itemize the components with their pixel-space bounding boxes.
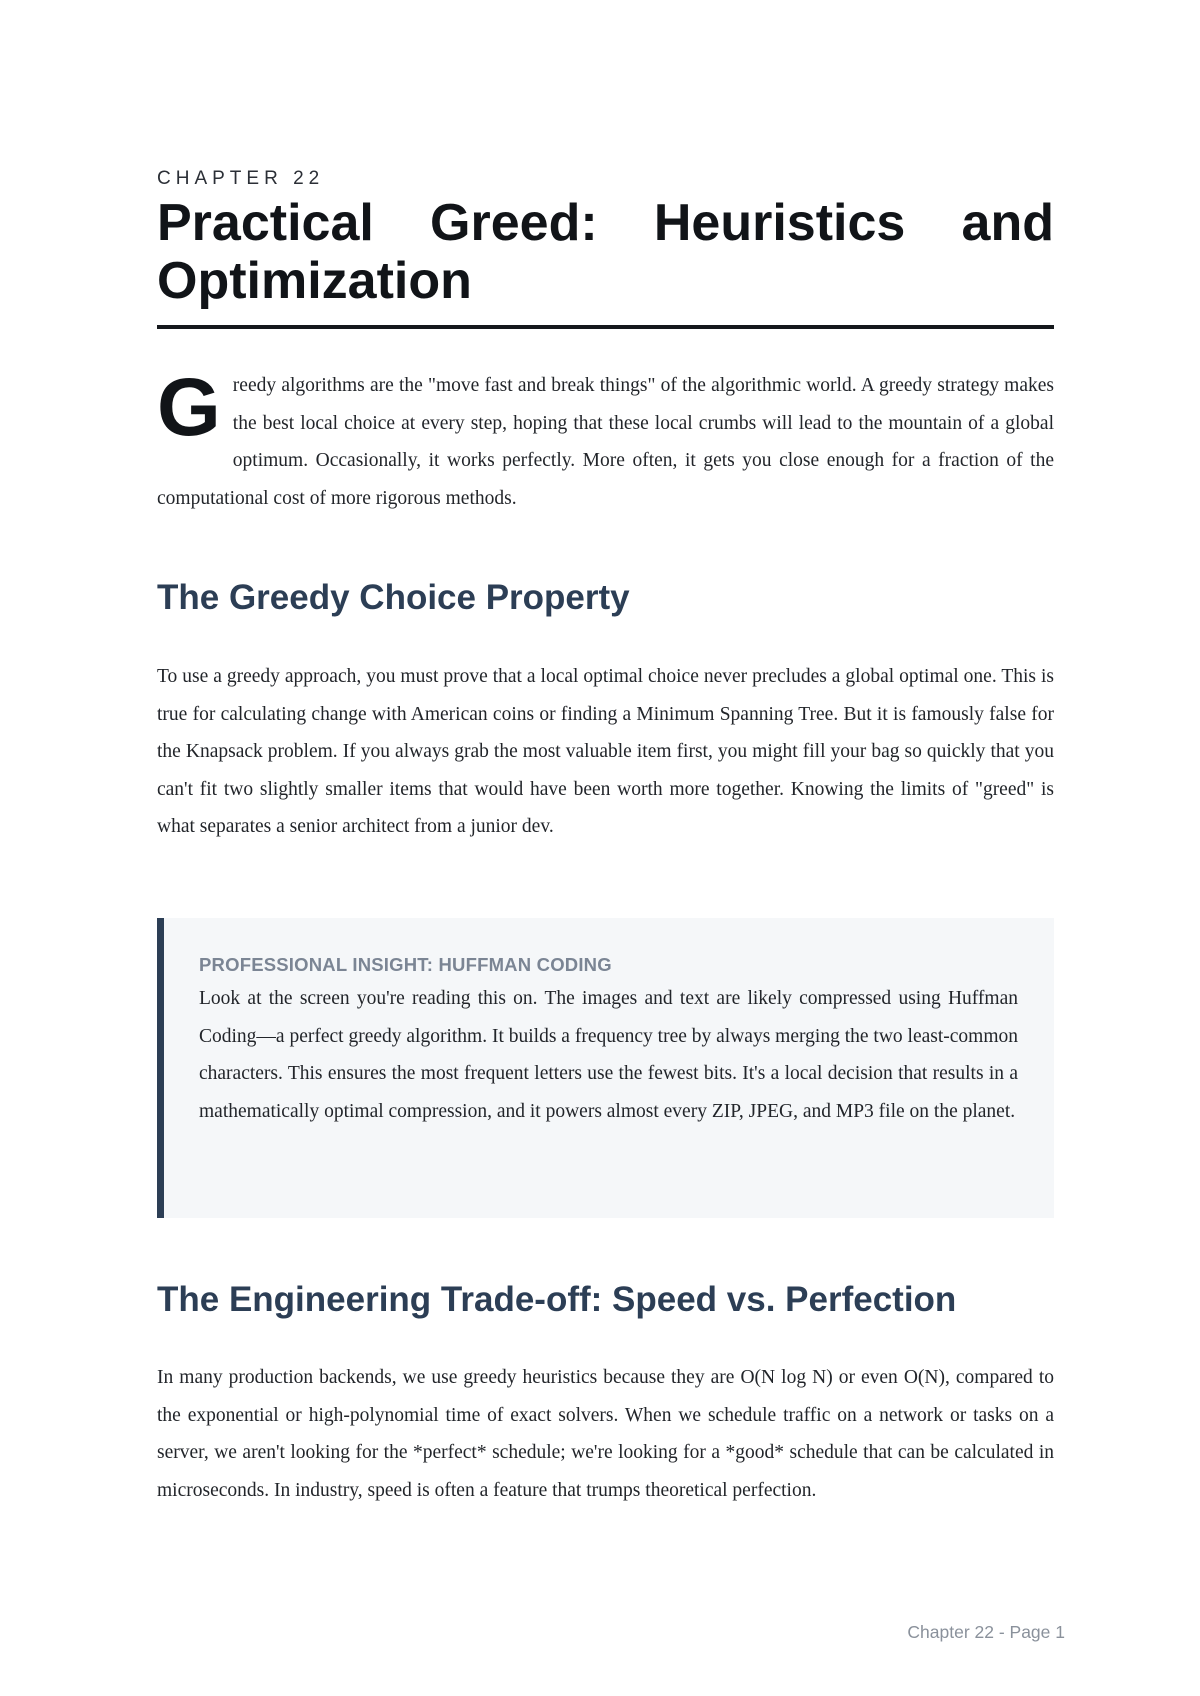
section-paragraph-engineering-tradeoff: In many production backends, we use greedy heuristics because they are O(N log N) or even O(N), compared to the exponential or high-polynomial time of exact solvers. When we schedule traffic on a network or tasks on a server, we aren't looking for the *perfect* schedule; we're looking for a *good* schedule that can be calculated in microseconds. In industry, speed is often a feature that trumps theoretical perfection.: [157, 1367, 1054, 1501]
section-heading-engineering-tradeoff: The Engineering Trade-off: Speed vs. Perfection: [157, 1280, 957, 1319]
section-paragraph-greedy-choice: To use a greedy approach, you must prove that a local optimal choice never precludes a global optimal one. This is true for calculating change with American coins or finding a Minimum Spanning Tree. But it is famously false for the Knapsack problem. If you always grab the most valuable item first, you might fill your bag so quickly that you can't fit two slightly smaller items that would have been worth more together. Knowing the limits of "greed" is what separates a senior architect from a junior dev.: [157, 666, 1054, 837]
title-divider: [157, 325, 1054, 329]
section-heading-greedy-choice: The Greedy Choice Property: [157, 578, 630, 617]
page-footer: Chapter 22 - Page 1: [907, 1622, 1065, 1642]
chapter-title: Practical Greed: Heuristics and Optimization: [157, 194, 1054, 310]
insight-callout: [157, 918, 1054, 1218]
intro-paragraph: [157, 362, 1054, 517]
drop-cap: G: [157, 362, 221, 453]
chapter-label: CHAPTER 22: [157, 168, 325, 189]
intro-text: reedy algorithms are the "move fast and break things" of the algorithmic world. A greedy strategy makes the best local choice at every step, hoping that these local crumbs will lead to the mountain of a global optimum. Occasionally, it works perfectly. More often, it gets you close enough for a fraction of the computational cost of more rigorous methods.: [157, 375, 1054, 509]
callout-text: Look at the screen you're reading this on. The images and text are likely compressed using Huffman Coding—a perfect greedy algorithm. It builds a frequency tree by always merging the two least-common characters. This ensures the most frequent letters use the fewest bits. It's a local decision that results in a mathematically optimal compression, and it powers almost every ZIP, JPEG, and MP3 file on the planet.: [199, 988, 1018, 1122]
callout-title: PROFESSIONAL INSIGHT: HUFFMAN CODING: [199, 954, 612, 975]
